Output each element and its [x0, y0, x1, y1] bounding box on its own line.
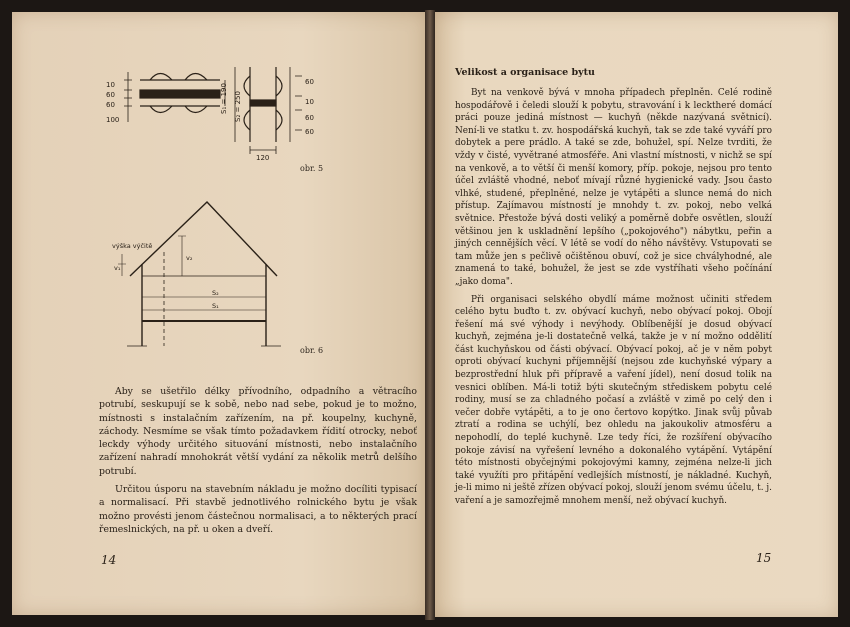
figure-6-caption: obr. 6 — [300, 346, 324, 355]
right-paragraph: Při organisaci selského obydlí máme možnost učiniti středem celého bytu buďto t. zv. obývací kuchyň, nebo obývací pokoj. Obojí řešení má své výhody i nevýhody. Oblíbenější je dosud obývací kuchyň, zejména je-li dostatečně velká, takže je v ní možno oddělití část kuchyňskou od části obývací. Obývací pokoj, ač je v něm pobyt oproti obývací kuchyni příjemnější (nejsou zde kuchyňské výpary a bezprostřední hluk při přípravě a vaření jídel), není dosud tolik na vesnici oblíben. Má-li totiž býti skutečným střediskem pobytu celé rodiny, musí se za chladného počasí a zvláště v zimě po celý den i večer dobře vytápěti, a to je ono čertovo kopýtko. Jinak svůj půvab ztratí a rodina se uchýlí, bez ohledu na jakoukoliv atmosféru a nepohodlí, do teplé kuchyně. Lze tedy říci, že rozšíření obývacího pokoje závisí na vyřešení levného a dokonalého vytápění. Vytápění této místnosti obyčejnými pokojovými kamny, zejména nelze-li jich také využíti pro přitápění vedlejších místností, je nákladné. Kuchyň, je-li mimo ni ještě zřízen obývací pokoj, slouží jenom svému účelu, t. j. vaření a je samozřejmě mnohem menší, než obývací kuchyň. — [455, 294, 772, 506]
fig5-dim-s2: S₂ = 250 — [234, 91, 242, 122]
fig5-dim-10: 10 — [106, 81, 115, 89]
fig5-dim-10b: 10 — [305, 98, 314, 106]
figure-5-caption: obr. 5 — [300, 164, 324, 173]
fig6-label-v2: v₂ — [186, 254, 193, 262]
fig6-label-height: výška výčitě — [112, 242, 153, 250]
fig5-dim-100: 100 — [106, 116, 120, 124]
figure-6-drawing — [112, 196, 292, 356]
figure-5-drawing — [100, 62, 330, 162]
page-number-right: 15 — [756, 551, 772, 565]
fig6-label-s1: S₁ — [212, 302, 219, 310]
fig5-dim-60a: 60 — [106, 91, 115, 99]
fig5-dim-60b: 60 — [106, 101, 115, 109]
fig5-dim-60d: 60 — [305, 114, 314, 122]
book-spine — [425, 10, 435, 620]
right-page-text — [455, 87, 772, 508]
fig5-dim-60c: 60 — [305, 78, 314, 86]
section-heading: Velikost a organisace bytu — [455, 67, 595, 78]
page-number-left: 14 — [101, 553, 117, 567]
fig5-dim-s1: S₁ = 190 — [220, 83, 228, 114]
left-page-text — [99, 385, 417, 536]
fig6-label-s2: S₂ — [212, 289, 219, 297]
fig6-label-v1: v₁ — [114, 264, 121, 272]
left-paragraph: Aby se ušetřilo délky přívodního, odpadního a větracího potrubí, seskupují se k sobě, nebo nad sebe, pokud je to možno, místnosti s instalačním zařízením, na př. koupelny, kuchyně, záchody. Nesmíme se však tímto požadavkem řídití otrocky, neboť leckdy výhody určitého situování místnosti, nebo instalačního zařízení nahradí mnohokrát větší vydání za několik metrů delšího potrubí. — [99, 386, 417, 477]
right-paragraph: Byt na venkově bývá v mnoha případech přeplněn. Celé rodině hospodářově i čeledi slouží k pobytu, stravování i k lecktheré domácí práci pouze jediná místnost — kuchyň (někde nazývaná světnicí). Není-li ve statku t. zv. hospodářská kuchyň, tak se zde také vyváří pro dobytek a pere prádlo. A také se zde, bohužel, spí. Nelze tvrditi, že vždy v čisté, vyvětrané atmosféře. Ani vlastní místnosti, v nichž se spí na venkově, a to větší či menší komory, příp. pokoje, nejsou pro tento účel zvláště vhodné, neboť mívají různé hygienické vady. Jsou často vlhké, studené, přeplněné, nelze je vytápěti a slunce nemá do nich přístup. Zajímavou místností je mnohdy t. zv. pokoj, nebo velká světnice. Přestože bývá dosti veliký a poměrně dobře osvětlen, slouží většinou jen k uskladnění lepšího („pokojového") nábytku, peřin a jiných cennějších věcí. V létě se vodí do něho návštěvy. Vstupovati se tam může jen s pečlivě očištěnou obuví, což je sice chvályhodné, ale znamená to také, bohužel, že jest se zde vystříhati všeho počínání „jako doma". — [455, 88, 772, 287]
fig5-dim-60e: 60 — [305, 128, 314, 136]
fig5-dim-120: 120 — [256, 154, 270, 162]
left-paragraph: Určitou úsporu na stavebním nákladu je možno docíliti typisací a normalisací. Při stavbě jednotlivého rolnického bytu je však možno provésti jenom částečnou normalisaci, a to některých prací řemeslnických, na př. u oken a dveří. — [99, 484, 417, 535]
